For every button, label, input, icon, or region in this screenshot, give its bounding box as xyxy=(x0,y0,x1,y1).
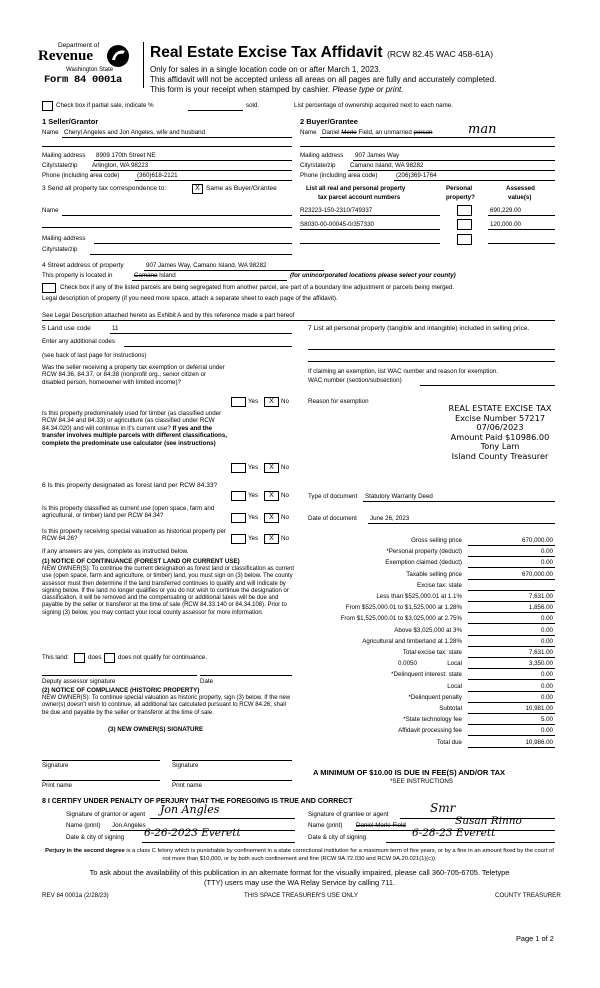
timber-question-text: Is this property predominately used for timber (as classified under RCW 84.34 and 84.33) or agriculture (as classified under RCW 84.34.020) and will continue in it's current use? xyxy=(42,410,222,432)
q1-no-checkbox[interactable]: X xyxy=(264,397,279,407)
parcel-number-2[interactable]: S8030-00-00045-0/357330 xyxy=(300,221,374,228)
same-as-buyer-checkbox[interactable]: X xyxy=(192,184,203,194)
tax-row-value[interactable]: 0.00 xyxy=(540,671,553,679)
uninc-note: (for unincorporated locations please select your county) xyxy=(290,272,456,279)
tax-row-value[interactable]: 0.00 xyxy=(540,682,553,690)
sec3-name-label: Name xyxy=(42,207,59,214)
grantor-date-city[interactable]: 6-26-2023 Everett xyxy=(144,827,241,839)
header-sub1: Only for sales in a single location code on or after March 1, 2023. xyxy=(150,65,381,74)
grantee-date-label: Date & city of signing xyxy=(308,834,367,841)
personal-property-checkbox-2[interactable] xyxy=(457,219,472,230)
tax-row-value[interactable]: 1,856.00 xyxy=(528,604,553,612)
assessed-value-2[interactable]: 120,000.00 xyxy=(490,221,521,228)
tax-row-line xyxy=(468,590,555,591)
deputy-date-label: Date xyxy=(200,678,214,685)
this-land-label: This land: xyxy=(42,654,69,661)
parcel-header-2: tax parcel account numbers xyxy=(318,194,401,201)
seller-name[interactable]: Cheryl Angeles and Jon Angeles, wife and husband xyxy=(64,129,206,136)
page-number: Page 1 of 2 xyxy=(516,934,554,943)
tax-row-label: Total due xyxy=(436,738,462,746)
timber-question-bold: If yes and the transfer involves multiple parcels with different classifications, complete the predominate use calculator (see instructions) xyxy=(42,424,227,447)
tax-row-label: *State technology fee xyxy=(403,716,462,724)
q6a-yes-checkbox[interactable] xyxy=(231,491,246,501)
notice3-heading: (3) NEW OWNER(S) SIGNATURE xyxy=(108,726,204,733)
q6a-no-label: No xyxy=(281,492,289,499)
q6c-no-checkbox[interactable]: X xyxy=(264,534,279,544)
q6b-yes-checkbox[interactable] xyxy=(231,513,246,523)
header-sub3 xyxy=(150,85,403,94)
land-use-code[interactable]: 11 xyxy=(112,325,119,332)
seller-mailing[interactable]: 8909 170th Street NE xyxy=(96,152,156,159)
historic-question: Is this property receiving special valuation as historical property per RCW 84.26? xyxy=(42,528,226,543)
tax-row-label: Total excise tax: state xyxy=(402,649,462,656)
new-owner-print-2: Print name xyxy=(172,782,202,789)
grantee-signature-hand[interactable]: Smr xyxy=(430,801,456,815)
buyer-name-handwritten: man xyxy=(468,122,497,137)
seller-phone[interactable]: (360)618-2121 xyxy=(137,172,178,179)
sig-grantor-label: Signature of grantor or agent xyxy=(66,811,146,818)
q1-yes-checkbox[interactable] xyxy=(231,397,246,407)
tax-row-line xyxy=(468,724,555,725)
stamp-line-1: REAL ESTATE EXCISE TAX xyxy=(448,403,552,413)
boundary-checkbox[interactable] xyxy=(42,283,56,293)
tax-row-line xyxy=(468,713,555,714)
tax-row-line xyxy=(468,691,555,692)
personal-property-checkbox-3[interactable] xyxy=(457,234,472,245)
tax-row-label: Local xyxy=(447,682,462,690)
tax-row-label: From $525,000.01 to $1,525,000 at 1.28% xyxy=(345,604,462,612)
q6b-yes-label: Yes xyxy=(248,514,259,521)
q6b-no-label: No xyxy=(281,514,289,521)
tax-row-line xyxy=(468,702,555,703)
buyer-name-struck2: person xyxy=(413,129,433,136)
tax-row-line xyxy=(468,612,555,613)
buyer-mailing[interactable]: 907 James Way xyxy=(355,152,400,159)
dept-of-text: Department of xyxy=(58,42,100,49)
seller-city-label: City/state/zip xyxy=(42,162,78,169)
wa-state-text: Washington State xyxy=(66,67,114,73)
grantee-name-hand: Susan Rinno xyxy=(455,815,522,827)
revenue-text: Revenue xyxy=(38,48,93,64)
partial-sale-label: Check box if partial sale, indicate % xyxy=(56,102,154,109)
sold-label: sold. xyxy=(246,102,260,109)
additional-codes-label: Enter any additional codes xyxy=(42,338,115,345)
assessed-header-1: Assessed xyxy=(506,185,535,192)
deputy-signature-label: Deputy assessor signature xyxy=(42,678,116,685)
alt-format-line2: (TTY) users may use the WA Relay Service by calling 711. xyxy=(204,878,395,887)
does-label: does xyxy=(88,654,102,661)
tax-row-label: Excise tax: state xyxy=(416,581,462,589)
doc-date[interactable]: June 26, 2023 xyxy=(370,515,410,522)
header-sub3-italic: Please type or print. xyxy=(332,85,404,94)
seller-phone-label: Phone (including area code) xyxy=(42,172,120,179)
located-in[interactable] xyxy=(134,272,176,280)
form-title xyxy=(150,44,493,62)
legal-desc-value[interactable]: See Legal Description attached hereto as Exhibit A and by this reference made a part hereof xyxy=(42,312,295,319)
notice1-heading: (1) NOTICE OF CONTINUANCE (FOREST LAND OR CURRENT USE) xyxy=(42,558,240,565)
tax-row-line xyxy=(468,679,555,680)
street-address[interactable]: 907 James Way, Camano Island, WA 98282 xyxy=(146,262,267,269)
tax-row-value[interactable]: 0.00 xyxy=(540,559,553,567)
parcel-header-1: List all real and personal property xyxy=(306,185,406,192)
grantee-name-struck[interactable] xyxy=(356,822,406,830)
reason-label: Reason for exemption xyxy=(308,398,369,405)
q6a-yes-label: Yes xyxy=(248,492,259,499)
legal-desc-label: Legal description of property (if you need more space, attach a separate sheet to each page of the affidavit). xyxy=(42,295,338,302)
personal-header-2: property? xyxy=(446,194,475,201)
timber-question xyxy=(42,410,227,447)
tax-row-label: *Delinquent interest: state xyxy=(391,671,462,679)
notice2-body: NEW OWNER(S): To continue special valuation as historic property, sign (3) below. If the new owner(s) doesn't wish to continue, all additional tax calculated pursuant to RCW 84.26, shall be due and payable by the seller or transferor at the time of sale. xyxy=(42,695,291,716)
assessed-value-1[interactable]: 690,229.00 xyxy=(490,207,521,214)
q6c-no-label: No xyxy=(281,535,289,542)
seller-mailing-label: Mailing address xyxy=(42,152,86,159)
partial-sale-checkbox[interactable] xyxy=(42,101,53,111)
tax-row-line xyxy=(468,623,555,624)
personal-property-checkbox-1[interactable] xyxy=(457,205,472,216)
tax-row-line xyxy=(468,567,555,568)
tax-row-label: *Delinquent penalty xyxy=(408,693,462,701)
title-rcw: (RCW 82.45 WAC 458-61A) xyxy=(387,49,494,59)
q2-yes-checkbox[interactable] xyxy=(231,463,246,473)
tax-row-value[interactable]: 0.00 xyxy=(540,727,553,735)
stamp-line-5: Tony Lam xyxy=(480,441,520,452)
forest-question: 6 Is this property designated as forest land per RCW 84.33? xyxy=(42,482,218,489)
tax-row-label: From $1,525,000.01 to $3,025,000 at 2.75% xyxy=(340,615,462,623)
land-use-label: 5 Land use code xyxy=(42,325,91,332)
notice2-heading: (2) NOTICE OF COMPLIANCE (HISTORIC PROPERTY) xyxy=(42,687,200,694)
does-not-label: does not qualify for continuance. xyxy=(118,654,208,661)
tax-row-line xyxy=(468,545,555,546)
seller-city[interactable]: Arlington, WA 98223 xyxy=(92,162,149,169)
tax-row-label: Taxable selling price xyxy=(406,570,462,578)
buyer-city[interactable]: Camano Island, WA 98282 xyxy=(350,162,424,169)
notice1-body: NEW OWNER(S): To continue the current designation as forest land or classification as current use (open space, farm and agriculture, or timber) land, you must sign on (3) below. The county assessor must then determine if the land transferred continues to qualify and will indicate by signing below. If the land no longer qualifies or you do not wish to continue the designation or classification, it will be removed and the compensating or additional taxes will be due and payable by the seller or transferor at the time of sale (RCW 84.33.140 or 84.34.108). Prior to signing (3) below, you may contact your local county assessor for more information. xyxy=(42,566,294,616)
tax-row-line xyxy=(468,657,555,658)
buyer-mailing-label: Mailing address xyxy=(300,152,344,159)
grantor-name-label: Name (print) xyxy=(66,822,101,829)
stamp-line-3: 07/06/2023 xyxy=(476,422,524,433)
tax-row-label: Affidavit processing fee xyxy=(398,727,462,735)
title-text: Real Estate Excise Tax Affidavit xyxy=(150,44,383,61)
sec3-mailing-label: Mailing address xyxy=(42,235,86,242)
q2-yes-label: Yes xyxy=(248,464,259,471)
q6b-no-checkbox[interactable]: X xyxy=(264,513,279,523)
does-not-checkbox[interactable] xyxy=(104,653,115,663)
boundary-label: Check box if any of the listed parcels are being segregated from another parcel, are part of a boundary line adjustment or parcels being merged. xyxy=(60,284,455,291)
tax-row-line xyxy=(468,556,555,557)
does-checkbox[interactable] xyxy=(74,653,85,663)
buyer-name-struck: Merle xyxy=(341,129,357,136)
tax-row-value[interactable]: 0.00 xyxy=(540,548,553,556)
doc-type[interactable]: Statutory Warranty Deed xyxy=(365,493,433,500)
doc-type-label: Type of document xyxy=(308,493,358,500)
buyer-name-label: Name xyxy=(300,129,317,136)
grantor-signature-hand[interactable]: Jon Angles xyxy=(160,803,220,816)
buyer-name[interactable] xyxy=(322,129,432,137)
buyer-name-first: Daniel xyxy=(322,129,340,136)
sec7-label: 7 List all personal property (tangible and intangible) included in selling price. xyxy=(308,325,530,332)
alt-format-line1: To ask about the availability of this publication in an alternate format for the visually impaired, please call 360-705-6705. Teletype xyxy=(89,868,510,877)
tax-row-value[interactable]: 7,631.00 xyxy=(528,593,553,600)
current-use-question: Is this property classified as current use (open space, farm and agricultural, or timber) land per RCW 84.34? xyxy=(42,505,215,520)
street-address-label: 4 Street address of property xyxy=(42,262,124,269)
tax-row-label: Agricultural and timberland at 1.28% xyxy=(362,637,462,645)
tax-row-value[interactable]: 0.00 xyxy=(540,693,553,701)
seller-name-label: Name xyxy=(42,129,59,136)
tax-row-value[interactable]: 670,000.00 xyxy=(522,570,553,578)
q1-no-label: No xyxy=(281,398,289,405)
dor-logo xyxy=(36,42,144,86)
located-value: Island xyxy=(159,272,176,279)
stamp-line-4: Amount Paid $10986.00 xyxy=(450,431,550,442)
q2-no-checkbox[interactable]: X xyxy=(264,463,279,473)
stamp-line-2: Excise Number 57217 xyxy=(454,412,546,423)
seller-heading: 1 Seller/Grantor xyxy=(42,117,99,126)
new-owner-signature-1: Signature xyxy=(42,762,69,769)
buyer-heading: 2 Buyer/Grantee xyxy=(300,117,358,126)
parcel-number-1[interactable]: R23223-150-2310/749337 xyxy=(300,207,373,214)
tax-row-value[interactable]: 10,981.00 xyxy=(525,705,553,712)
grantee-date-city[interactable]: 6-28-23 Everett xyxy=(412,827,496,839)
buyer-phone-label: Phone (including area code) xyxy=(300,172,378,179)
tax-row-line xyxy=(468,735,555,736)
personal-header-1: Personal xyxy=(446,185,473,192)
dor-logo-icon xyxy=(106,44,130,68)
perjury-bold: Perjury in the second degree xyxy=(45,848,125,854)
perjury-text: is a class C felony which is punishable by confinement in a state correctional institution for a maximum term of five years, or by a fine in an amount fixed by the court of not more than $10,000, or by both such confinement and fine (RCW 9A.72.030 and RCW 9A.20.021(1)(c)). xyxy=(126,848,554,862)
list-pct-label: List percentage of ownership acquired next to each name. xyxy=(294,102,453,109)
located-struck: Camano xyxy=(134,272,158,279)
see-back-label: (see back of last page for instructions) xyxy=(42,352,147,359)
header-sub3-text: This form is your receipt when stamped by cashier. xyxy=(150,85,331,94)
rev-number: REV 84 0001a (2/28/23) xyxy=(42,892,109,899)
buyer-phone[interactable]: (206)369-1764 xyxy=(396,172,437,179)
tax-row-label: *Personal property (deduct) xyxy=(386,548,462,556)
new-owner-print-1: Print name xyxy=(42,782,72,789)
tax-row-line xyxy=(468,747,555,748)
tax-row-value[interactable]: 0.00 xyxy=(540,615,553,623)
form-number: Form 84 0001a xyxy=(44,74,123,86)
grantee-name-struck-text: Daniel Merle Field xyxy=(356,822,406,829)
sec3-city-label: City/state/zip xyxy=(42,246,78,253)
header-sub2: This affidavit will not be accepted unless all areas on all pages are fully and accurately completed. xyxy=(150,75,497,84)
tax-row-label: Gross selling price xyxy=(411,537,462,544)
tax-row-line xyxy=(468,668,555,669)
tax-row-value[interactable]: 10,986.00 xyxy=(525,738,553,746)
treasurer-use-only: THIS SPACE TREASURER'S USE ONLY xyxy=(244,892,358,899)
tax-row-value[interactable]: 670,000.00 xyxy=(522,537,553,544)
tax-row-line xyxy=(468,646,555,647)
q6c-yes-checkbox[interactable] xyxy=(231,534,246,544)
tax-local-rate: 0.0050 xyxy=(398,660,417,668)
same-as-buyer-label: Same as Buyer/Grantee xyxy=(206,185,277,192)
tax-row-label: Exemption claimed (deduct) xyxy=(385,559,462,567)
see-instructions-note: *SEE INSTRUCTIONS xyxy=(390,778,453,785)
new-owner-signature-2: Signature xyxy=(172,762,199,769)
tax-row-value[interactable]: 5.00 xyxy=(540,716,553,724)
q6a-no-checkbox[interactable]: X xyxy=(264,491,279,501)
minimum-due-note: A MINIMUM OF $10.00 IS DUE IN FEE(S) AND/OR TAX xyxy=(313,768,506,777)
doc-date-label: Date of document xyxy=(308,515,357,522)
q2-no-label: No xyxy=(281,464,289,471)
q1-yes-label: Yes xyxy=(248,398,259,405)
tax-row-line xyxy=(468,635,555,636)
tax-row-value[interactable]: 3,350.00 xyxy=(528,660,553,668)
buyer-city-label: City/state/zip xyxy=(300,162,336,169)
if-yes-note: If any answers are yes, complete as instructed below. xyxy=(42,548,189,555)
perjury-notice xyxy=(42,848,557,863)
buyer-name-last: Field, an unmarried xyxy=(358,129,412,136)
county-treasurer: COUNTY TREASURER xyxy=(495,892,561,899)
tax-row-label: Less than $525,000.01 at 1.1% xyxy=(376,593,462,600)
tax-row-label: Above $3,025,000 at 3% xyxy=(394,626,462,634)
located-in-label: This property is located in xyxy=(42,272,113,279)
grantee-name-label: Name (print) xyxy=(308,822,343,829)
tax-row-label: Subtotal xyxy=(439,705,462,712)
tax-row-label: Local xyxy=(447,660,462,668)
tax-row-value[interactable]: 7,631.00 xyxy=(528,649,553,656)
tax-row-value[interactable]: 0.00 xyxy=(540,637,553,645)
sec3-label: 3 Send all property tax correspondence to: xyxy=(42,185,167,192)
exemption-question: Was the seller receiving a property tax exemption or deferral under RCW 84.36, 84.37, or 84.38 (nonprofit org., senior citizen or disabled person, homeowner with limited income)? xyxy=(42,364,225,386)
tax-row-line xyxy=(468,579,555,580)
stamp-line-6: Island County Treasurer xyxy=(451,450,549,461)
wac-number-label: WAC number (section/subsection) xyxy=(308,377,402,384)
tax-row-value[interactable]: 0.00 xyxy=(540,626,553,634)
assessed-header-2: value(s) xyxy=(508,194,532,201)
sig-grantee-label: Signature of grantee or agent xyxy=(308,811,389,818)
q6c-yes-label: Yes xyxy=(248,535,259,542)
tax-row-line xyxy=(468,601,555,602)
grantor-name[interactable]: Jon Angeles xyxy=(112,822,146,829)
certify-heading: 8 I CERTIFY UNDER PENALTY OF PERJURY THAT THE FOREGOING IS TRUE AND CORRECT xyxy=(42,798,353,805)
treasurer-stamp xyxy=(440,404,560,462)
claim-exemption-label: If claiming an exemption, list WAC number and reason for exemption. xyxy=(308,368,498,375)
grantor-date-label: Date & city of signing xyxy=(66,834,125,841)
